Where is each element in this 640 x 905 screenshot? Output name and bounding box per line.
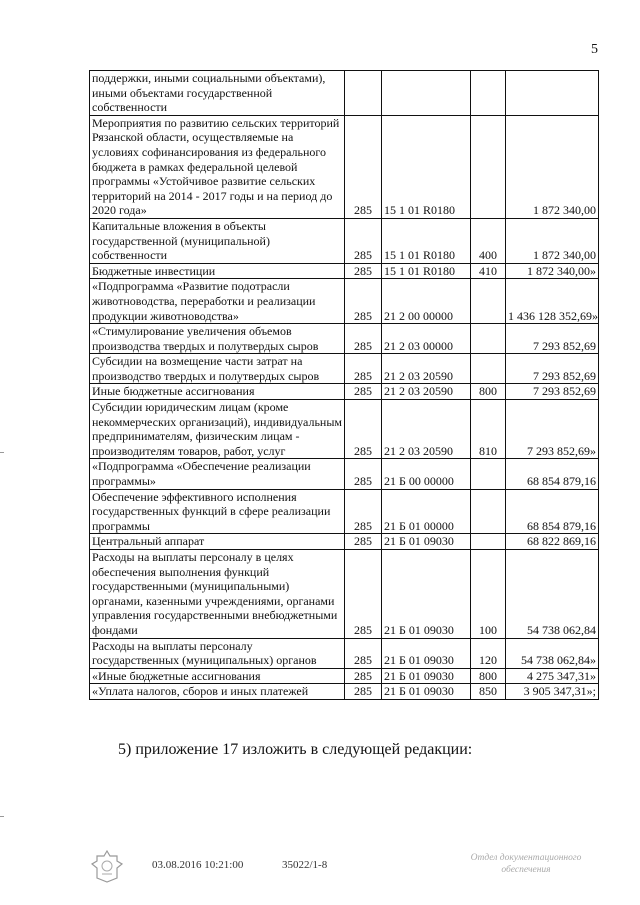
cell-sum: 54 738 062,84 bbox=[506, 550, 599, 639]
footer-code: 35022/1-8 bbox=[282, 859, 328, 871]
cell-sum: 7 293 852,69 bbox=[506, 324, 599, 354]
cell-vr: 400 bbox=[471, 218, 506, 263]
budget-table bbox=[89, 70, 599, 700]
coat-of-arms-icon bbox=[90, 848, 124, 884]
cell-vr: 100 bbox=[471, 550, 506, 639]
table-row bbox=[90, 684, 599, 700]
cell-ved: 285 bbox=[345, 324, 382, 354]
cell-name: Расходы на выплаты персоналу государственных (муниципальных) органов bbox=[90, 638, 345, 668]
cell-sum: 3 905 347,31»; bbox=[506, 684, 599, 700]
cell-sum: 1 872 340,00 bbox=[506, 218, 599, 263]
cell-sum: 1 872 340,00 bbox=[506, 115, 599, 218]
cell-csr: 21 Б 01 09030 bbox=[382, 638, 471, 668]
cell-ved: 285 bbox=[345, 354, 382, 384]
cell-name: Субсидии юридическим лицам (кроме некоммерческих организаций), индивидуальным предпринимателям, физическим лицам - производителям товаров, работ, услуг bbox=[90, 400, 345, 459]
cell-name: «Иные бюджетные ассигнования bbox=[90, 668, 345, 684]
cell-name: «Уплата налогов, сборов и иных платежей bbox=[90, 684, 345, 700]
cell-csr: 21 Б 01 09030 bbox=[382, 550, 471, 639]
cell-sum: 7 293 852,69 bbox=[506, 384, 599, 400]
cell-name: Мероприятия по развитию сельских территорий Рязанской области, осуществляемые на условиях софинансирования из федерального бюджета в рамках федеральной целевой программы «Устойчивое развитие сельских территорий на 2014 - 2017 годы и на период до 2020 года» bbox=[90, 115, 345, 218]
cell-vr bbox=[471, 459, 506, 489]
cell-name: «Подпрограмма «Развитие подотрасли животноводства, переработки и реализации продукции животноводства» bbox=[90, 279, 345, 324]
table-row bbox=[90, 218, 599, 263]
cell-vr: 850 bbox=[471, 684, 506, 700]
cell-sum bbox=[506, 71, 599, 116]
table-row bbox=[90, 550, 599, 639]
table-row bbox=[90, 324, 599, 354]
cell-csr: 21 2 03 00000 bbox=[382, 324, 471, 354]
cell-vr bbox=[471, 534, 506, 550]
table-row bbox=[90, 668, 599, 684]
cell-ved: 285 bbox=[345, 534, 382, 550]
cell-name: «Подпрограмма «Обеспечение реализации программы» bbox=[90, 459, 345, 489]
cell-sum: 54 738 062,84» bbox=[506, 638, 599, 668]
margin-mark bbox=[0, 452, 4, 453]
cell-sum: 7 293 852,69 bbox=[506, 354, 599, 384]
cell-vr bbox=[471, 324, 506, 354]
cell-name: Центральный аппарат bbox=[90, 534, 345, 550]
cell-ved: 285 bbox=[345, 550, 382, 639]
cell-sum: 68 822 869,16 bbox=[506, 534, 599, 550]
cell-name: Расходы на выплаты персоналу в целях обеспечения выполнения функций государственными (муниципальными) органами, казенными учреждениями, органами управления государственными внебюджетными фондами bbox=[90, 550, 345, 639]
margin-mark bbox=[0, 816, 4, 817]
cell-sum: 68 854 879,16 bbox=[506, 459, 599, 489]
cell-name: Капитальные вложения в объекты государственной (муниципальной) собственности bbox=[90, 218, 345, 263]
cell-ved: 285 bbox=[345, 459, 382, 489]
cell-csr: 21 2 03 20590 bbox=[382, 354, 471, 384]
cell-vr bbox=[471, 279, 506, 324]
table-row bbox=[90, 489, 599, 534]
cell-sum: 1 436 128 352,69» bbox=[506, 279, 599, 324]
cell-ved: 285 bbox=[345, 218, 382, 263]
table-row bbox=[90, 534, 599, 550]
cell-vr bbox=[471, 354, 506, 384]
amendment-text: 5) приложение 17 изложить в следующей редакции: bbox=[118, 741, 473, 758]
cell-name: поддержки, иными социальными объектами), иными объектами государственной собственности bbox=[90, 71, 345, 116]
table-row bbox=[90, 638, 599, 668]
cell-ved bbox=[345, 71, 382, 116]
page-number: 5 bbox=[591, 42, 598, 57]
table-row bbox=[90, 459, 599, 489]
cell-csr: 21 2 00 00000 bbox=[382, 279, 471, 324]
cell-csr: 21 2 03 20590 bbox=[382, 384, 471, 400]
cell-ved: 285 bbox=[345, 668, 382, 684]
table-row bbox=[90, 279, 599, 324]
cell-csr: 15 1 01 R0180 bbox=[382, 263, 471, 279]
table-row bbox=[90, 384, 599, 400]
cell-csr: 15 1 01 R0180 bbox=[382, 115, 471, 218]
cell-name: Иные бюджетные ассигнования bbox=[90, 384, 345, 400]
table-row bbox=[90, 115, 599, 218]
cell-sum: 1 872 340,00» bbox=[506, 263, 599, 279]
footer-date: 03.08.2016 10:21:00 bbox=[152, 859, 244, 871]
cell-ved: 285 bbox=[345, 279, 382, 324]
budget-table-body bbox=[90, 71, 599, 700]
cell-sum: 7 293 852,69» bbox=[506, 400, 599, 459]
cell-csr bbox=[382, 71, 471, 116]
cell-vr: 810 bbox=[471, 400, 506, 459]
cell-ved: 285 bbox=[345, 684, 382, 700]
cell-vr bbox=[471, 115, 506, 218]
cell-csr: 21 Б 00 00000 bbox=[382, 459, 471, 489]
table-row bbox=[90, 263, 599, 279]
cell-name: «Стимулирование увеличения объемов производства твердых и полутвердых сыров bbox=[90, 324, 345, 354]
cell-vr bbox=[471, 489, 506, 534]
cell-sum: 68 854 879,16 bbox=[506, 489, 599, 534]
cell-vr: 800 bbox=[471, 384, 506, 400]
cell-ved: 285 bbox=[345, 489, 382, 534]
cell-ved: 285 bbox=[345, 263, 382, 279]
cell-vr: 800 bbox=[471, 668, 506, 684]
table-row bbox=[90, 400, 599, 459]
cell-sum: 4 275 347,31» bbox=[506, 668, 599, 684]
cell-csr: 21 Б 01 09030 bbox=[382, 684, 471, 700]
cell-csr: 21 Б 01 09030 bbox=[382, 534, 471, 550]
cell-name: Субсидии на возмещение части затрат на производство твердых и полутвердых сыров bbox=[90, 354, 345, 384]
cell-csr: 15 1 01 R0180 bbox=[382, 218, 471, 263]
cell-csr: 21 2 03 20590 bbox=[382, 400, 471, 459]
cell-ved: 285 bbox=[345, 400, 382, 459]
table-row bbox=[90, 71, 599, 116]
cell-name: Обеспечение эффективного исполнения государственных функций в сфере реализации программы bbox=[90, 489, 345, 534]
cell-ved: 285 bbox=[345, 638, 382, 668]
cell-ved: 285 bbox=[345, 115, 382, 218]
cell-ved: 285 bbox=[345, 384, 382, 400]
cell-csr: 21 Б 01 09030 bbox=[382, 668, 471, 684]
cell-csr: 21 Б 01 00000 bbox=[382, 489, 471, 534]
cell-vr: 410 bbox=[471, 263, 506, 279]
cell-vr: 120 bbox=[471, 638, 506, 668]
table-row bbox=[90, 354, 599, 384]
department-stamp: Отдел документационного обеспечения bbox=[470, 853, 582, 875]
cell-name: Бюджетные инвестиции bbox=[90, 263, 345, 279]
cell-vr bbox=[471, 71, 506, 116]
